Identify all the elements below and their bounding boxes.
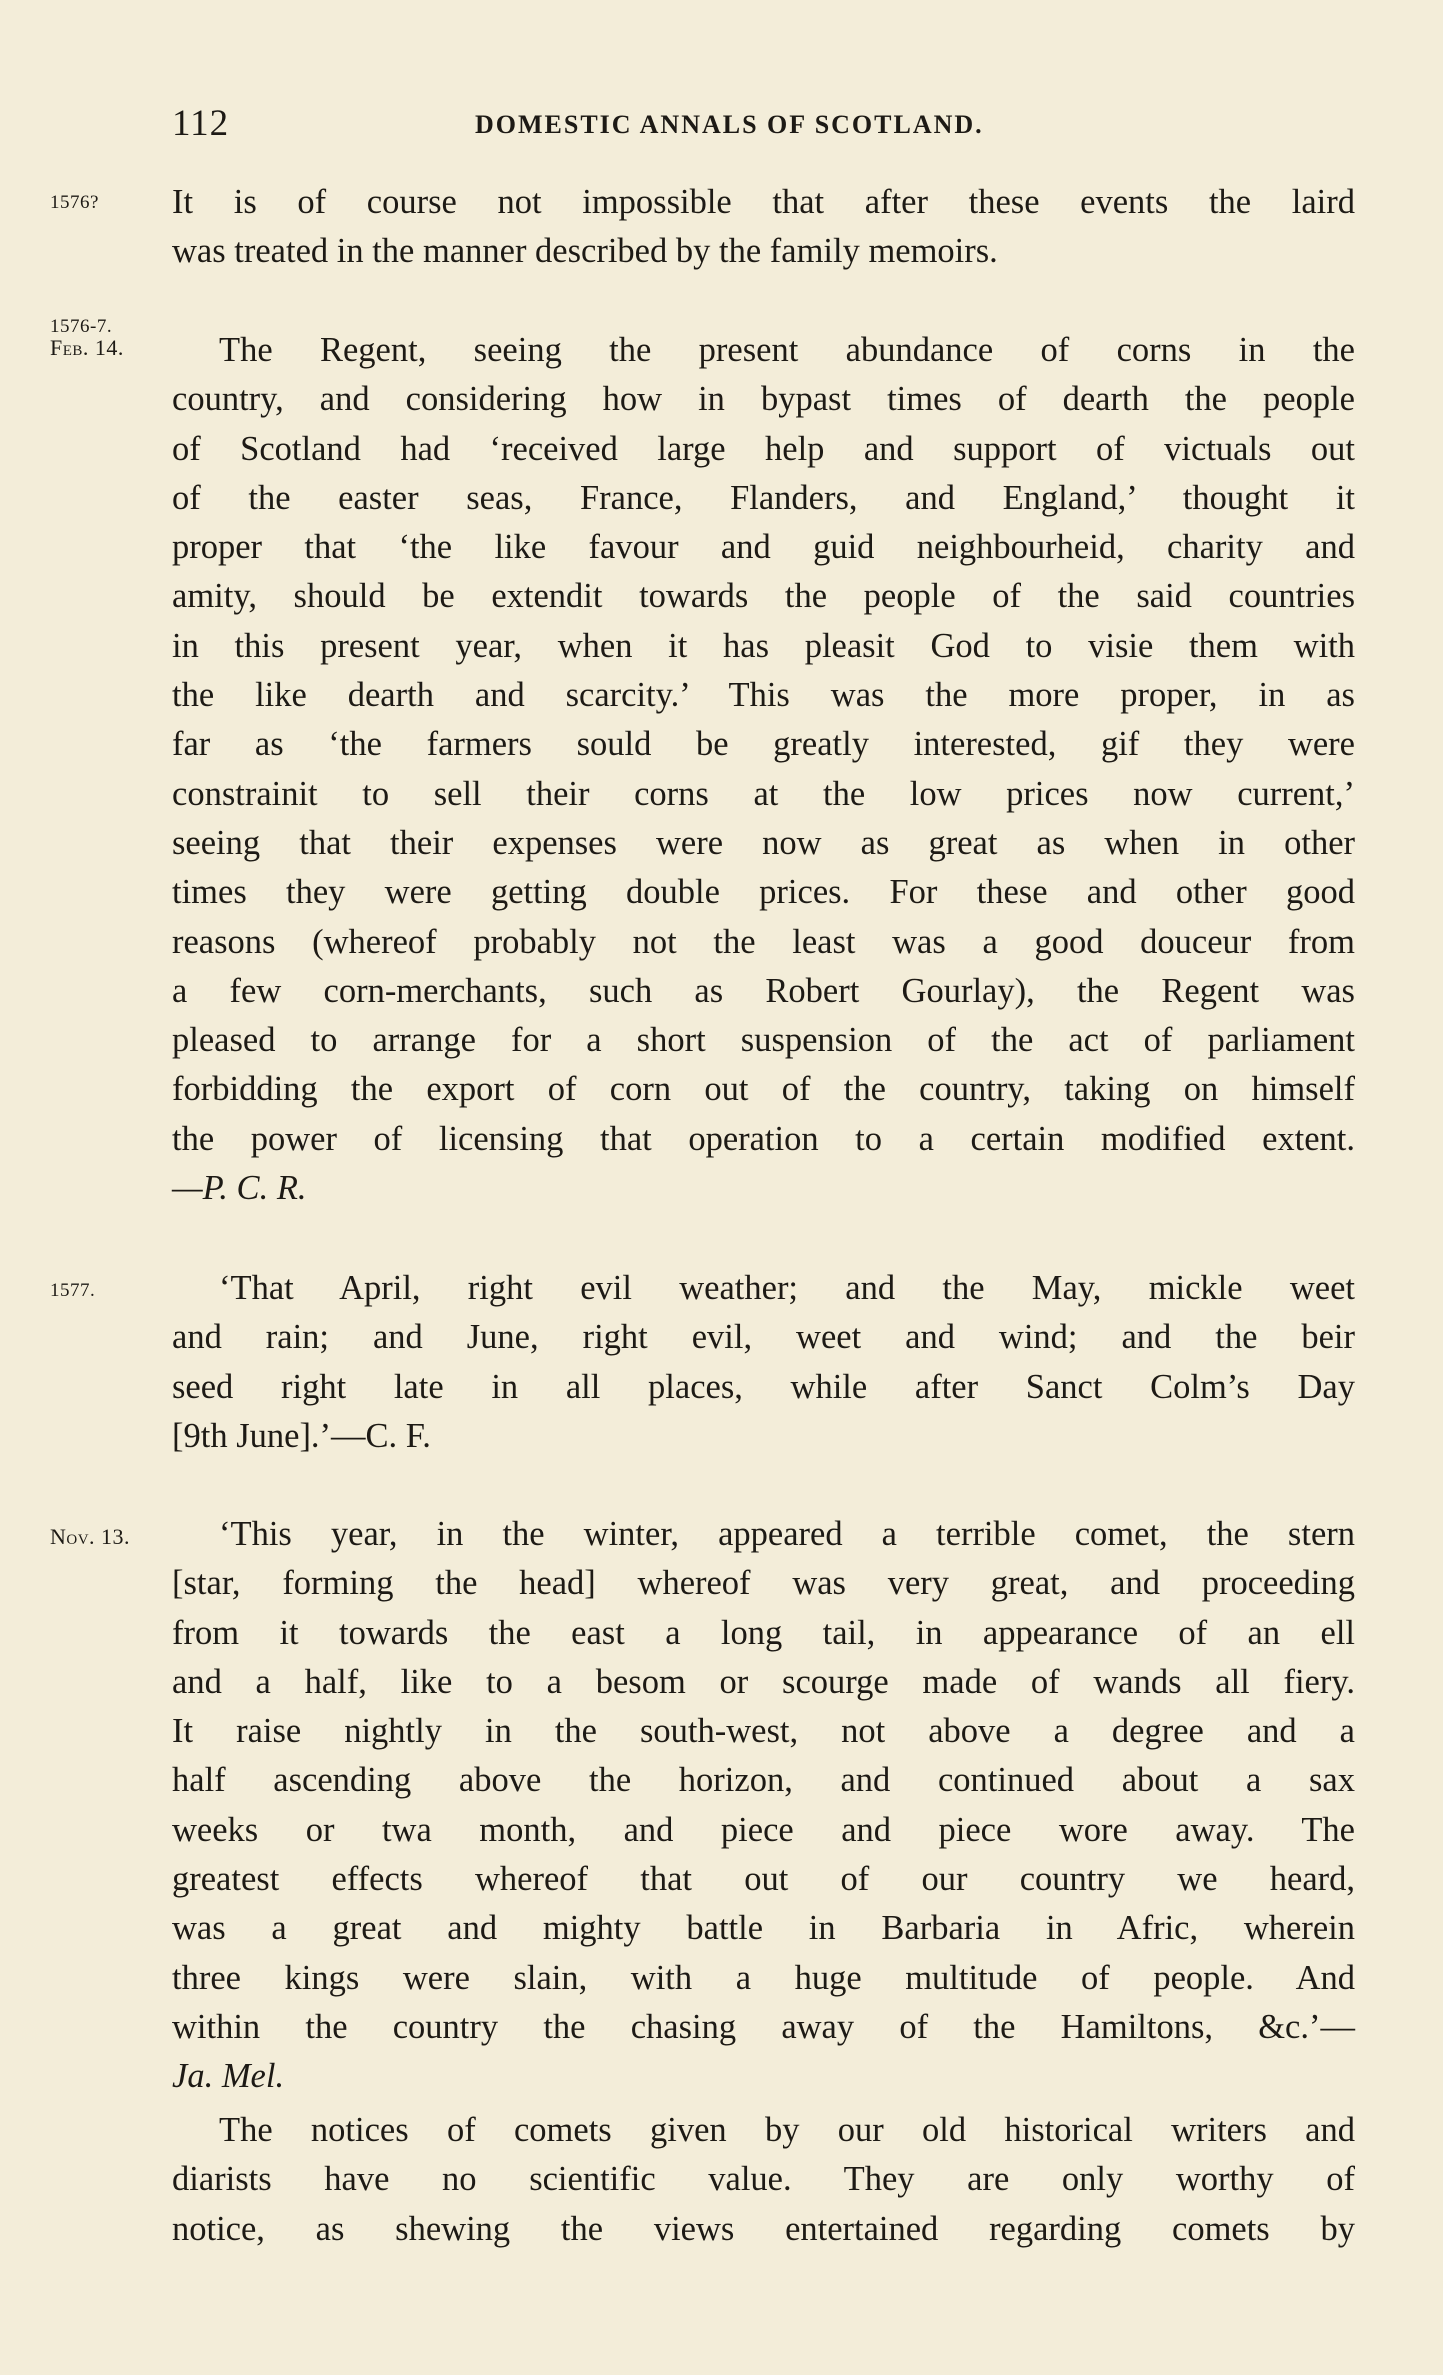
margin-date-line: 1577.	[50, 1280, 96, 1301]
text-line: diarists have no scientific value. They are only worthy of	[172, 2160, 1355, 2199]
margin-date	[50, 192, 180, 213]
text-line: a few corn-merchants, such as Robert Gourlay), the Regent was	[172, 971, 1355, 1010]
text-line: greatest effects whereof that out of our country we heard,	[172, 1860, 1355, 1899]
margin-date-line: 1576?	[50, 192, 99, 213]
text-line: reasons (whereof probably not the least was a good douceur from	[172, 922, 1355, 961]
text-line: the power of licensing that operation to a certain modified extent.	[172, 1119, 1355, 1158]
text-line: ‘That April, right evil weather; and the May, mickle weet	[219, 1269, 1355, 1307]
text-line: was a great and mighty battle in Barbaria in Afric, wherein	[172, 1909, 1355, 1948]
paragraph	[172, 2106, 1355, 2254]
text-line: of the easter seas, France, Flanders, and England,’ thought it	[172, 478, 1355, 517]
source-citation: —P. C. R.	[172, 1169, 307, 1208]
text-line: of Scotland had ‘received large help and support of victuals out	[172, 429, 1355, 468]
paragraph	[172, 1510, 1355, 2102]
margin-date-line: Nov. 13.	[50, 1524, 131, 1549]
text-line: in this present year, when it has pleasit God to visie them with	[172, 626, 1355, 665]
text-line: from it towards the east a long tail, in appearance of an ell	[172, 1613, 1355, 1652]
text-line: ‘This year, in the winter, appeared a terrible comet, the stern	[219, 1515, 1355, 1553]
text-line: pleased to arrange for a short suspension of the act of parliament	[172, 1021, 1355, 1060]
paragraph	[172, 1264, 1355, 1461]
text-line: half ascending above the horizon, and continued about a sax	[172, 1761, 1355, 1800]
text-line: weeks or twa month, and piece and piece wore away. The	[172, 1810, 1355, 1849]
text-line: three kings were slain, with a huge multitude of people. And	[172, 1958, 1355, 1997]
text-line: The Regent, seeing the present abundance of corns in the	[219, 331, 1355, 369]
text-line: within the country the chasing away of the Hamiltons, &c.’—	[172, 2007, 1355, 2046]
text-line: [star, forming the head] whereof was very great, and proceeding	[172, 1564, 1355, 1603]
text-line: [9th June].’—C. F.	[172, 1416, 431, 1455]
text-line: notice, as shewing the views entertained regarding comets by	[172, 2209, 1355, 2248]
running-header	[170, 102, 1365, 152]
text-line: constrainit to sell their corns at the low prices now current,’	[172, 774, 1355, 813]
text-line: country, and considering how in bypast times of dearth the people	[172, 380, 1355, 419]
text-line: far as ‘the farmers sould be greatly interested, gif they were	[172, 725, 1355, 764]
text-line: seed right late in all places, while after Sanct Colm’s Day	[172, 1367, 1355, 1406]
page-number: 112	[172, 103, 230, 144]
text-line: It raise nightly in the south-west, not above a degree and a	[172, 1712, 1355, 1751]
margin-date	[50, 316, 180, 358]
text-line: proper that ‘the like favour and guid neighbourheid, charity and	[172, 528, 1355, 567]
margin-date-line: 1576-7.	[50, 316, 113, 337]
paragraph	[172, 326, 1355, 1213]
source-citation: Ja. Mel.	[172, 2057, 285, 2096]
margin-date-line: Feb. 14.	[50, 335, 124, 360]
text-line: was treated in the manner described by the family memoirs.	[172, 232, 998, 271]
margin-date	[50, 1526, 180, 1549]
text-line: The notices of comets given by our old historical writers and	[219, 2111, 1355, 2149]
text-line: the like dearth and scarcity.’ This was the more proper, in as	[172, 676, 1355, 715]
text-line: and a half, like to a besom or scourge made of wands all fiery.	[172, 1662, 1355, 1701]
text-line: seeing that their expenses were now as great as when in other	[172, 823, 1355, 862]
text-line: amity, should be extendit towards the people of the said countries	[172, 577, 1355, 616]
text-line: It is of course not impossible that after these events the laird	[172, 183, 1355, 221]
running-title: DOMESTIC ANNALS OF SCOTLAND.	[475, 110, 984, 139]
margin-date	[50, 1280, 180, 1301]
text-line: and rain; and June, right evil, weet and wind; and the beir	[172, 1318, 1355, 1357]
paragraph	[172, 178, 1355, 277]
text-line: times they were getting double prices. For these and other good	[172, 873, 1355, 912]
text-line: forbidding the export of corn out of the country, taking on himself	[172, 1070, 1355, 1109]
